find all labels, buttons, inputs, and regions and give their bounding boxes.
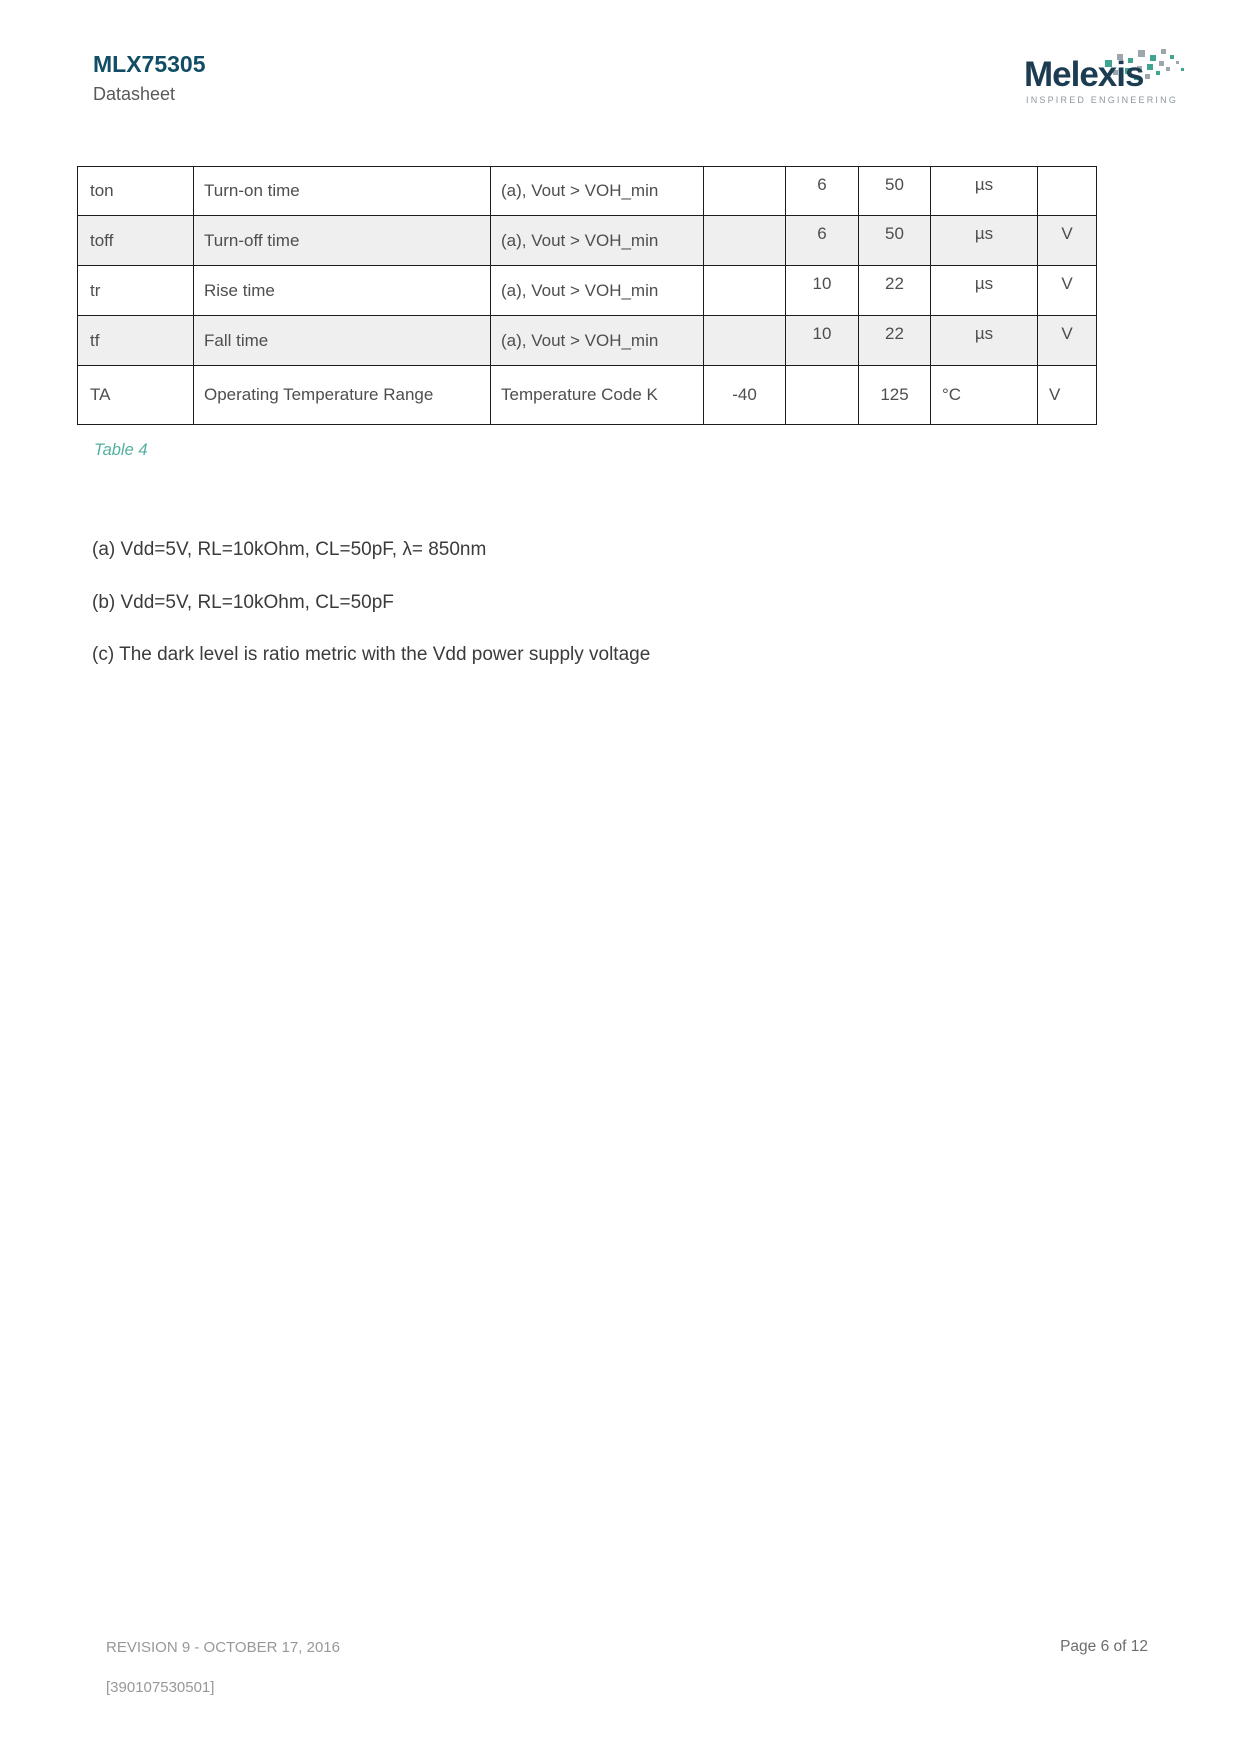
- cell-condition: (a), Vout > VOH_min: [491, 216, 704, 266]
- cell-unit: µs: [931, 167, 1038, 216]
- cell-min: -40: [704, 366, 786, 425]
- cell-typ: [786, 366, 859, 425]
- cell-validity: V: [1038, 216, 1097, 266]
- product-title: MLX75305: [93, 51, 206, 77]
- cell-unit: °C: [931, 366, 1038, 425]
- doc-type-label: Datasheet: [93, 84, 176, 105]
- footnote-b: (b) Vdd=5V, RL=10kOhm, CL=50pF: [92, 592, 394, 613]
- cell-parameter: Turn-off time: [194, 216, 491, 266]
- cell-max: 125: [859, 366, 931, 425]
- cell-parameter: Fall time: [194, 316, 491, 366]
- cell-typ: 10: [786, 266, 859, 316]
- spec-table: [77, 166, 1097, 425]
- melexis-wordmark: Melexis: [1024, 55, 1144, 94]
- cell-unit: µs: [931, 316, 1038, 366]
- cell-symbol: ton: [78, 167, 194, 216]
- table-row: [78, 366, 1097, 425]
- footer-page-number: Page 6 of 12: [1060, 1638, 1148, 1655]
- cell-symbol: tf: [78, 316, 194, 366]
- cell-parameter: Rise time: [194, 266, 491, 316]
- cell-validity: V: [1038, 366, 1097, 425]
- table-row: [78, 167, 1097, 216]
- footer-doc-id: [390107530501]: [106, 1679, 215, 1696]
- cell-unit: µs: [931, 216, 1038, 266]
- table-caption: Table 4: [94, 441, 148, 459]
- cell-max: 22: [859, 316, 931, 366]
- cell-max: 50: [859, 216, 931, 266]
- cell-parameter: Operating Temperature Range: [194, 366, 491, 425]
- cell-condition: (a), Vout > VOH_min: [491, 167, 704, 216]
- cell-condition: (a), Vout > VOH_min: [491, 266, 704, 316]
- cell-unit: µs: [931, 266, 1038, 316]
- melexis-tagline: INSPIRED ENGINEERING: [1026, 95, 1179, 105]
- cell-condition: (a), Vout > VOH_min: [491, 316, 704, 366]
- cell-validity: V: [1038, 316, 1097, 366]
- cell-min: [704, 266, 786, 316]
- cell-min: [704, 216, 786, 266]
- cell-parameter: Turn-on time: [194, 167, 491, 216]
- cell-symbol: TA: [78, 366, 194, 425]
- cell-validity: V: [1038, 266, 1097, 316]
- cell-max: 50: [859, 167, 931, 216]
- cell-condition: Temperature Code K: [491, 366, 704, 425]
- cell-min: [704, 316, 786, 366]
- cell-validity: [1038, 167, 1097, 216]
- table-row: [78, 266, 1097, 316]
- table-row: [78, 316, 1097, 366]
- melexis-logo: [1010, 38, 1200, 110]
- header-title-block: [93, 52, 206, 105]
- cell-max: 22: [859, 266, 931, 316]
- footnote-a: (a) Vdd=5V, RL=10kOhm, CL=50pF, λ= 850nm: [92, 539, 487, 560]
- footnote-c: (c) The dark level is ratio metric with the Vdd power supply voltage: [92, 644, 651, 665]
- cell-typ: 6: [786, 216, 859, 266]
- cell-symbol: tr: [78, 266, 194, 316]
- cell-typ: 10: [786, 316, 859, 366]
- cell-symbol: toff: [78, 216, 194, 266]
- cell-min: [704, 167, 786, 216]
- cell-typ: 6: [786, 167, 859, 216]
- table-row: [78, 216, 1097, 266]
- footer-revision: REVISION 9 - OCTOBER 17, 2016: [106, 1639, 340, 1656]
